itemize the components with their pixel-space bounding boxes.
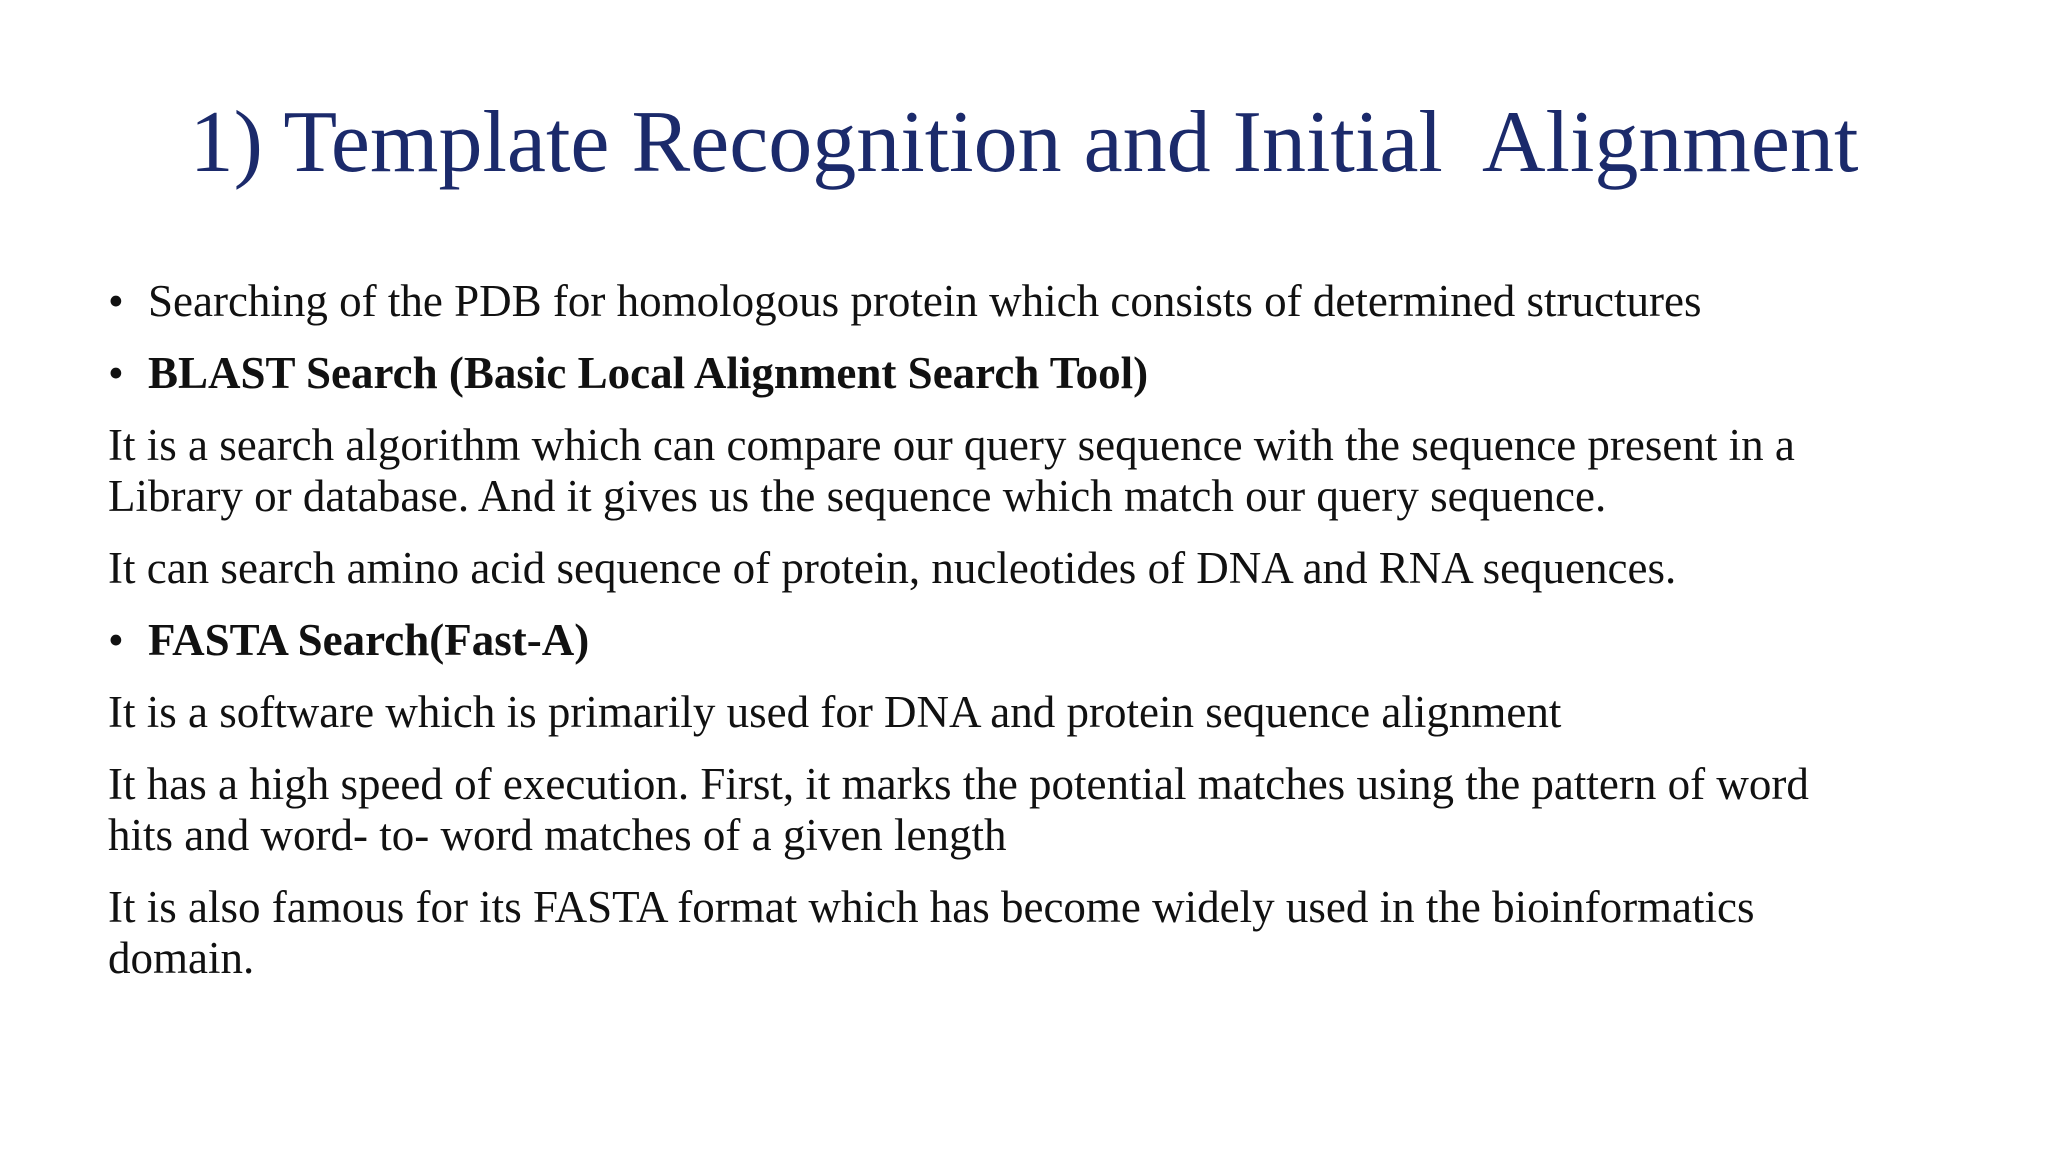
bullet-item-pdb-search bbox=[108, 276, 1968, 327]
paragraph-line: It is also famous for its FASTA format which has become widely used in the bioinformatics bbox=[108, 882, 1755, 932]
bullet-text: Searching of the PDB for homologous protein which consists of determined structures bbox=[148, 276, 1702, 326]
bullet-heading: FASTA Search(Fast-A) bbox=[148, 615, 590, 665]
bullet-heading: BLAST Search (Basic Local Alignment Search Tool) bbox=[148, 348, 1149, 398]
paragraph-fasta-description bbox=[108, 687, 1968, 738]
bullet-item-fasta bbox=[108, 615, 1968, 666]
paragraph-line: It can search amino acid sequence of protein, nucleotides of DNA and RNA sequences. bbox=[108, 543, 1677, 593]
paragraph-line: Library or database. And it gives us the sequence which match our query sequence. bbox=[108, 471, 1607, 521]
bullet-icon: • bbox=[108, 276, 124, 326]
paragraph-fasta-format bbox=[108, 882, 1968, 984]
paragraph-blast-description bbox=[108, 420, 1968, 522]
paragraph-line: It has a high speed of execution. First, it marks the potential matches using the pattern of word bbox=[108, 759, 1809, 809]
paragraph-line: It is a search algorithm which can compare our query sequence with the sequence present in a bbox=[108, 420, 1795, 470]
paragraph-line: hits and word- to- word matches of a given length bbox=[108, 810, 1007, 860]
paragraph-blast-scope bbox=[108, 543, 1968, 594]
paragraph-fasta-speed bbox=[108, 759, 1968, 861]
bullet-icon: • bbox=[108, 348, 124, 398]
bullet-item-blast bbox=[108, 348, 1968, 399]
slide-title: 1) Template Recognition and Initial Alignment bbox=[189, 94, 1859, 191]
bullet-icon: • bbox=[108, 615, 124, 665]
paragraph-line: domain. bbox=[108, 933, 255, 983]
slide-content bbox=[108, 276, 1968, 1005]
paragraph-line: It is a software which is primarily used for DNA and protein sequence alignment bbox=[108, 687, 1562, 737]
